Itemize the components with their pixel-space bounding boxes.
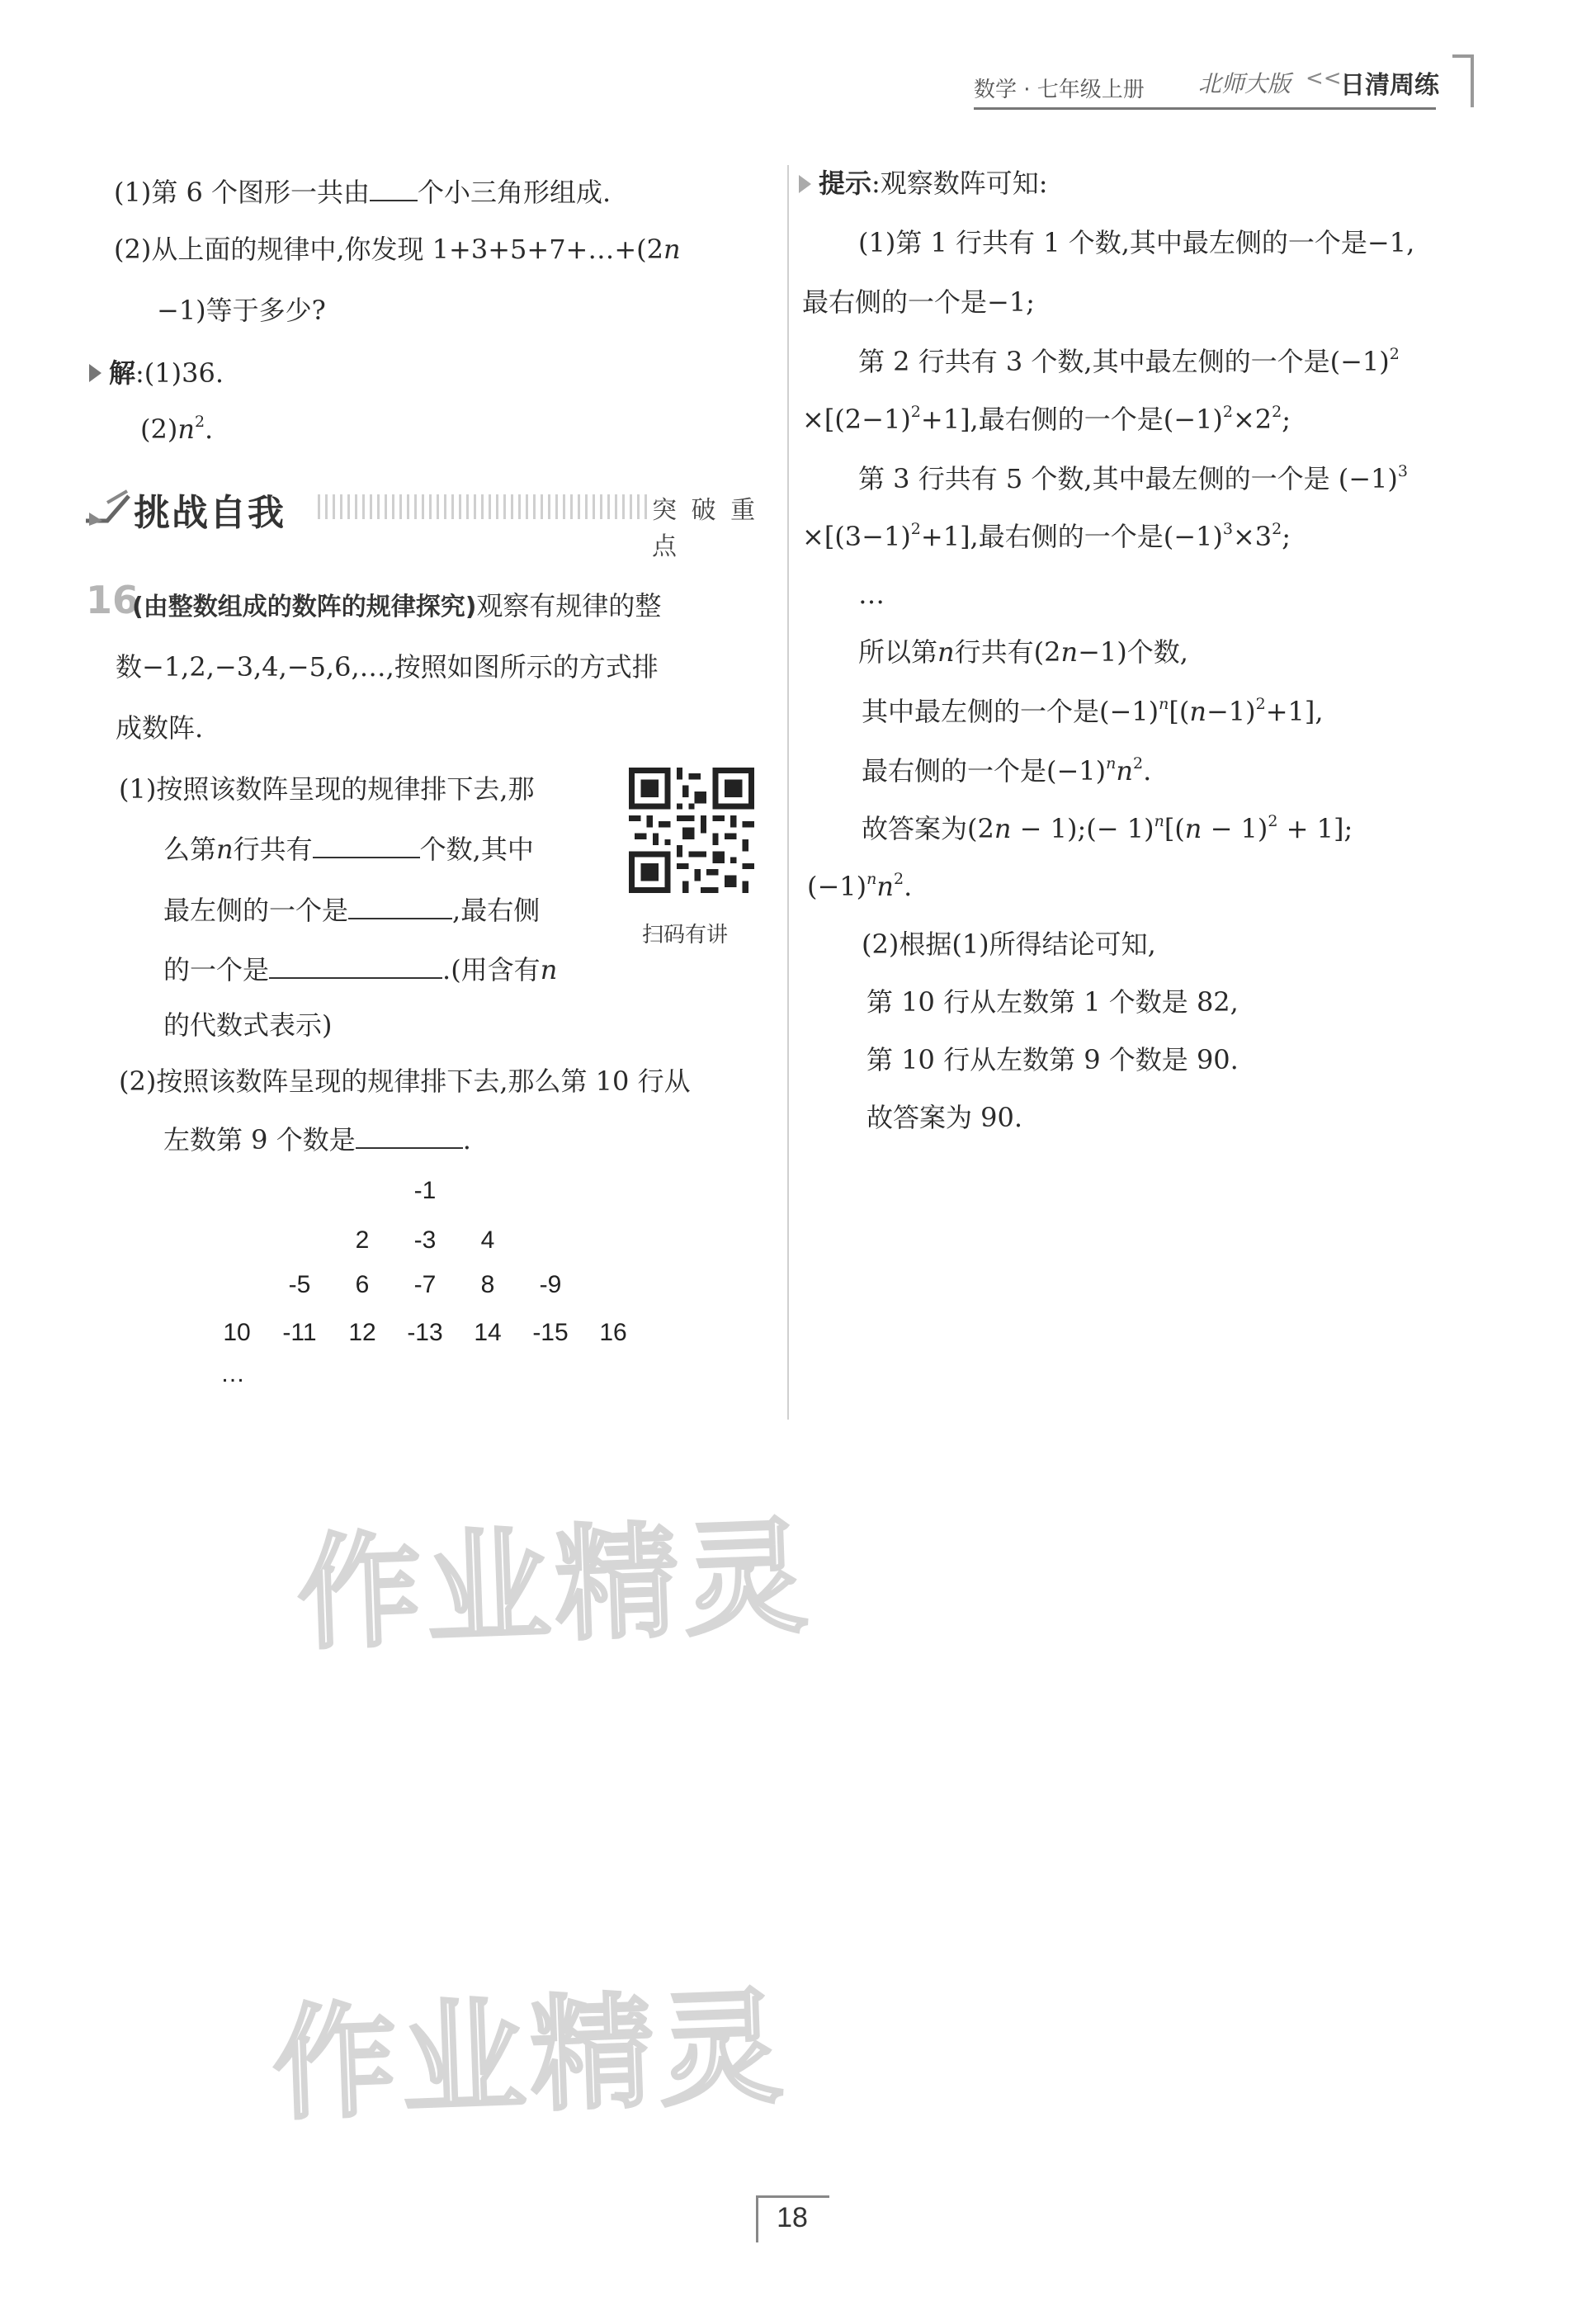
hint-line: 故答案为 90. (866, 1102, 1023, 1133)
q16-p1-line3: 最左侧的一个是 ,最右侧 (163, 895, 541, 926)
hint-line: 第 2 行共有 3 个数,其中最左侧的一个是$(-1)^2$ (858, 345, 1400, 377)
q16-p1-line1: (1)按照该数阵呈现的规律排下去,那 (119, 773, 535, 805)
q15-part1: (1)第 6 个图形一共由 个小三角形组成. (114, 177, 611, 208)
array-cell: 16 (599, 1319, 627, 1346)
q15-solution-1: 解:(1)36. (109, 357, 224, 389)
array-cell: 12 (348, 1319, 376, 1346)
section-title: 挑战自我 (134, 492, 286, 534)
q16-stem-line1: (由整数组成的数阵的规律探究)观察有规律的整 (132, 590, 662, 621)
q16-p1-line5: 的代数式表示) (163, 1009, 333, 1041)
header-rule (974, 107, 1436, 110)
q16-p2-line1: (2)按照该数阵呈现的规律排下去,那么第 10 行从 (119, 1066, 691, 1097)
hint-line: $\times[(2-1)^2+1]$,最右侧的一个是$(-1)^2\times 2^2$; (802, 403, 1291, 435)
array-cell: -11 (282, 1319, 317, 1346)
array-ellipsis: … (220, 1360, 245, 1387)
hint-line: 最右侧的一个是$(-1)^nn^2$. (862, 754, 1152, 787)
answer-blank (356, 1122, 463, 1149)
hint-line: (2)根据(1)所得结论可知, (862, 929, 1156, 960)
q16-p2-line2: 左数第 9 个数是 . (163, 1124, 471, 1155)
watermark: 作业精灵 (295, 1505, 815, 1667)
q16-p1-line4: 的一个是 .(用含有n (163, 954, 558, 985)
answer-blank (269, 952, 442, 979)
hint-line: $(-1)^nn^2$. (807, 870, 913, 902)
qr-code[interactable] (629, 768, 754, 893)
hint-line: 第 10 行从左数第 1 个数是 82, (866, 986, 1239, 1018)
column-divider (787, 165, 789, 1420)
q15-solution-2: $(2)n^2$. (140, 413, 214, 445)
answer-blank (370, 175, 418, 201)
header-brand: 日清周练 (1340, 71, 1439, 100)
array-cell: 4 (480, 1226, 495, 1254)
array-cell: 10 (223, 1319, 251, 1346)
hint-line: $\times[(3-1)^2+1]$,最右侧的一个是$(-1)^3\times 3^2$; (802, 520, 1291, 552)
hint-line: 所以第n行共有(2n−1)个数, (858, 636, 1188, 668)
hint-line: 最右侧的一个是−1; (802, 286, 1035, 318)
hint-line: … (858, 579, 885, 610)
array-cell: 8 (480, 1271, 495, 1298)
array-cell: 14 (474, 1319, 502, 1346)
q16-topic: (由整数组成的数阵的规律探究) (132, 593, 477, 621)
array-cell: -5 (288, 1271, 311, 1298)
q15-part2-line1: (2)从上面的规律中,你发现 1+3+5+7+…+(2n (114, 234, 681, 265)
array-cell: -3 (413, 1226, 437, 1254)
array-cell: -15 (532, 1319, 569, 1346)
qr-label: 扫码有讲 (642, 923, 729, 947)
hint-intro: 提示:观察数阵可知: (819, 168, 1048, 199)
hint-line: 第 3 行共有 5 个数,其中最左侧的一个是 $(-1)^3$ (858, 462, 1408, 494)
header-subject: 数学 · 七年级上册 (974, 78, 1145, 102)
answer-blank (348, 893, 452, 919)
corner-bracket-icon (1452, 54, 1474, 107)
array-cell: 2 (355, 1226, 370, 1254)
section-banner (83, 483, 759, 561)
page-number: 18 (777, 2202, 808, 2233)
q16-stem-line2: 数−1,2,−3,4,−5,6,…,按照如图所示的方式排 (116, 651, 659, 683)
watermark: 作业精灵 (270, 1976, 791, 2138)
answer-blank (313, 832, 420, 858)
pencil-icon (83, 488, 132, 529)
hint-line: 第 10 行从左数第 9 个数是 90. (866, 1044, 1239, 1075)
array-cell: -1 (413, 1177, 437, 1204)
array-cell: -7 (413, 1271, 437, 1298)
q16-p1-line2: 么第n行共有 个数,其中 (163, 834, 534, 865)
header-edition: 北师大版 (1198, 70, 1291, 97)
section-tag: 突 破 重 点 (652, 496, 759, 561)
array-cell: 6 (355, 1271, 370, 1298)
triangle-marker-icon (89, 364, 102, 382)
hint-line: (1)第 1 行共有 1 个数,其中最左侧的一个是−1, (858, 227, 1415, 258)
array-cell: -13 (407, 1319, 443, 1346)
chevron-left-icon: << (1306, 66, 1342, 91)
hint-line: 其中最左侧的一个是$(-1)^n[(n-1)^2+1]$, (862, 695, 1324, 727)
question-number: 16 (86, 578, 139, 622)
hint-line: 故答案为(2n − 1);(− $1)^n[(n - 1)^2 + 1]$; (862, 812, 1353, 844)
q15-part2-line2: −1)等于多少? (157, 295, 326, 326)
page-header (974, 61, 1461, 101)
triangle-marker-icon (799, 175, 811, 193)
banner-stripes (318, 494, 648, 519)
array-cell: -9 (539, 1271, 562, 1298)
q16-stem-line3: 成数阵. (116, 712, 204, 744)
